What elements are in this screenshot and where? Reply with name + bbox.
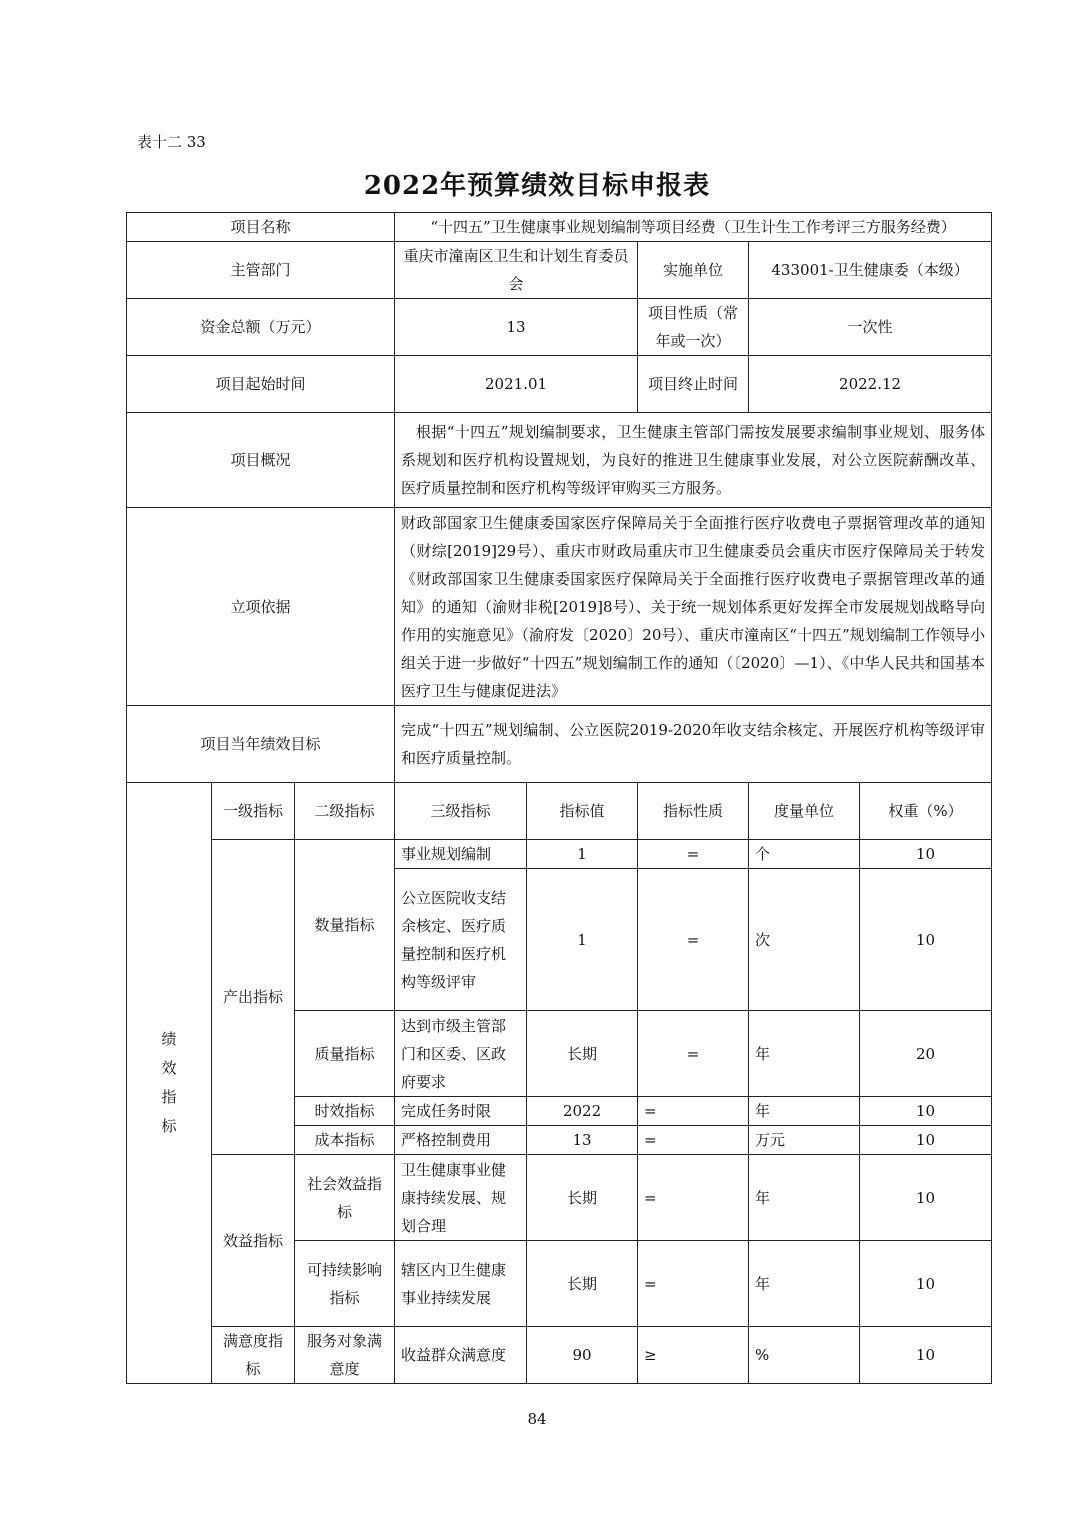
start-label: 项目起始时间 bbox=[127, 356, 395, 413]
row-weight: 10 bbox=[860, 1126, 992, 1155]
overview-label: 项目概况 bbox=[127, 413, 395, 508]
budget-table bbox=[126, 212, 992, 1384]
row-nature: = bbox=[638, 1155, 749, 1241]
row-name: 卫生健康事业健康持续发展、规划合理 bbox=[395, 1155, 527, 1241]
sub-social: 社会效益指标 bbox=[295, 1155, 395, 1241]
sub-sustain: 可持续影响指标 bbox=[295, 1241, 395, 1327]
header-unit: 度量单位 bbox=[749, 783, 860, 840]
sub-quality: 质量指标 bbox=[295, 1011, 395, 1097]
row-nature: = bbox=[638, 1126, 749, 1155]
start-value: 2021.01 bbox=[395, 356, 638, 413]
fund-value: 13 bbox=[395, 299, 638, 356]
row-weight: 10 bbox=[860, 1327, 992, 1384]
row-weight: 10 bbox=[860, 869, 992, 1011]
row-value: 1 bbox=[527, 840, 638, 869]
row-unit: % bbox=[749, 1327, 860, 1384]
row-nature: = bbox=[638, 1097, 749, 1126]
goal-value: 完成“十四五”规划编制、公立医院2019-2020年收支结余核定、开展医疗机构等级评审和医疗质量控制。 bbox=[395, 706, 992, 783]
header-level3: 三级指标 bbox=[395, 783, 527, 840]
group-benefit: 效益指标 bbox=[212, 1155, 295, 1327]
end-value: 2022.12 bbox=[749, 356, 992, 413]
row-value: 长期 bbox=[527, 1155, 638, 1241]
row-name: 事业规划编制 bbox=[395, 840, 527, 869]
row-unit: 年 bbox=[749, 1097, 860, 1126]
row-value: 2022 bbox=[527, 1097, 638, 1126]
header-level1: 一级指标 bbox=[212, 783, 295, 840]
dept-label: 主管部门 bbox=[127, 242, 395, 299]
row-value: 1 bbox=[527, 869, 638, 1011]
page-title: 2022年预算绩效目标申报表 bbox=[363, 171, 711, 201]
fund-label: 资金总额（万元） bbox=[127, 299, 395, 356]
overview-value: 根据“十四五”规划编制要求，卫生健康主管部门需按发展要求编制事业规划、服务体系规划和医疗机构设置规划，为良好的推进卫生健康事业发展，对公立医院薪酬改革、医疗质量控制和医疗机构等级评审购买三方服务。 bbox=[395, 413, 992, 508]
row-unit: 年 bbox=[749, 1155, 860, 1241]
header-nature: 指标性质 bbox=[638, 783, 749, 840]
row-nature: = bbox=[638, 1241, 749, 1327]
basis-value: 财政部国家卫生健康委国家医疗保障局关于全面推行医疗收费电子票据管理改革的通知（财综[2019]29号）、重庆市财政局重庆市卫生健康委员会重庆市医疗保障局关于转发《财政部国家卫生健康委国家医疗保障局关于全面推行医疗收费电子票据管理改革的通知》的通知（渝财非税[2019]8号）、关于统一规划体系更好发挥全市发展规划战略导向作用的实施意见》（渝府发〔2020〕20号）、重庆市潼南区“十四五”规划编制工作领导小组关于进一步做好“十四五”规划编制工作的通知（〔2020〕—1）、《中华人民共和国基本医疗卫生与健康促进法》 bbox=[395, 508, 992, 706]
group-output: 产出指标 bbox=[212, 840, 295, 1155]
project-name-label: 项目名称 bbox=[127, 213, 395, 242]
sub-cost: 成本指标 bbox=[295, 1126, 395, 1155]
row-name: 公立医院收支结余核定、医疗质量控制和医疗机构等级评审 bbox=[395, 869, 527, 1011]
row-unit: 次 bbox=[749, 869, 860, 1011]
row-weight: 20 bbox=[860, 1011, 992, 1097]
performance-indicator-label bbox=[127, 783, 212, 1384]
row-unit: 年 bbox=[749, 1011, 860, 1097]
row-name: 辖区内卫生健康事业持续发展 bbox=[395, 1241, 527, 1327]
row-nature: = bbox=[638, 869, 749, 1011]
performance-indicator-text: 绩 效 指 标 bbox=[161, 1030, 177, 1135]
row-weight: 10 bbox=[860, 1241, 992, 1327]
row-weight: 10 bbox=[860, 1097, 992, 1126]
row-value: 13 bbox=[527, 1126, 638, 1155]
nature-label: 项目性质（常年或一次） bbox=[638, 299, 749, 356]
row-name: 完成任务时限 bbox=[395, 1097, 527, 1126]
row-nature: ≥ bbox=[638, 1327, 749, 1384]
row-value: 长期 bbox=[527, 1011, 638, 1097]
row-nature: = bbox=[638, 840, 749, 869]
header-value: 指标值 bbox=[527, 783, 638, 840]
row-name: 严格控制费用 bbox=[395, 1126, 527, 1155]
page-number: 84 bbox=[527, 1410, 547, 1428]
project-name-value: “十四五”卫生健康事业规划编制等项目经费（卫生计生工作考评三方服务经费） bbox=[395, 213, 992, 242]
row-unit: 年 bbox=[749, 1241, 860, 1327]
impl-value: 433001-卫生健康委（本级） bbox=[749, 242, 992, 299]
header-level2: 二级指标 bbox=[295, 783, 395, 840]
sub-service: 服务对象满意度 bbox=[295, 1327, 395, 1384]
row-unit: 万元 bbox=[749, 1126, 860, 1155]
row-weight: 10 bbox=[860, 840, 992, 869]
row-weight: 10 bbox=[860, 1155, 992, 1241]
header-weight: 权重（%） bbox=[860, 783, 992, 840]
row-unit: 个 bbox=[749, 840, 860, 869]
row-value: 90 bbox=[527, 1327, 638, 1384]
row-name: 达到市级主管部门和区委、区政府要求 bbox=[395, 1011, 527, 1097]
goal-label: 项目当年绩效目标 bbox=[127, 706, 395, 783]
dept-value: 重庆市潼南区卫生和计划生育委员会 bbox=[395, 242, 638, 299]
row-value: 长期 bbox=[527, 1241, 638, 1327]
row-name: 收益群众满意度 bbox=[395, 1327, 527, 1384]
impl-label: 实施单位 bbox=[638, 242, 749, 299]
basis-label: 立项依据 bbox=[127, 508, 395, 706]
end-label: 项目终止时间 bbox=[638, 356, 749, 413]
table-label: 表十二 33 bbox=[137, 133, 206, 151]
group-satisfaction: 满意度指标 bbox=[212, 1327, 295, 1384]
sub-timeliness: 时效指标 bbox=[295, 1097, 395, 1126]
sub-quantity: 数量指标 bbox=[295, 840, 395, 1011]
nature-value: 一次性 bbox=[749, 299, 992, 356]
row-nature: = bbox=[638, 1011, 749, 1097]
